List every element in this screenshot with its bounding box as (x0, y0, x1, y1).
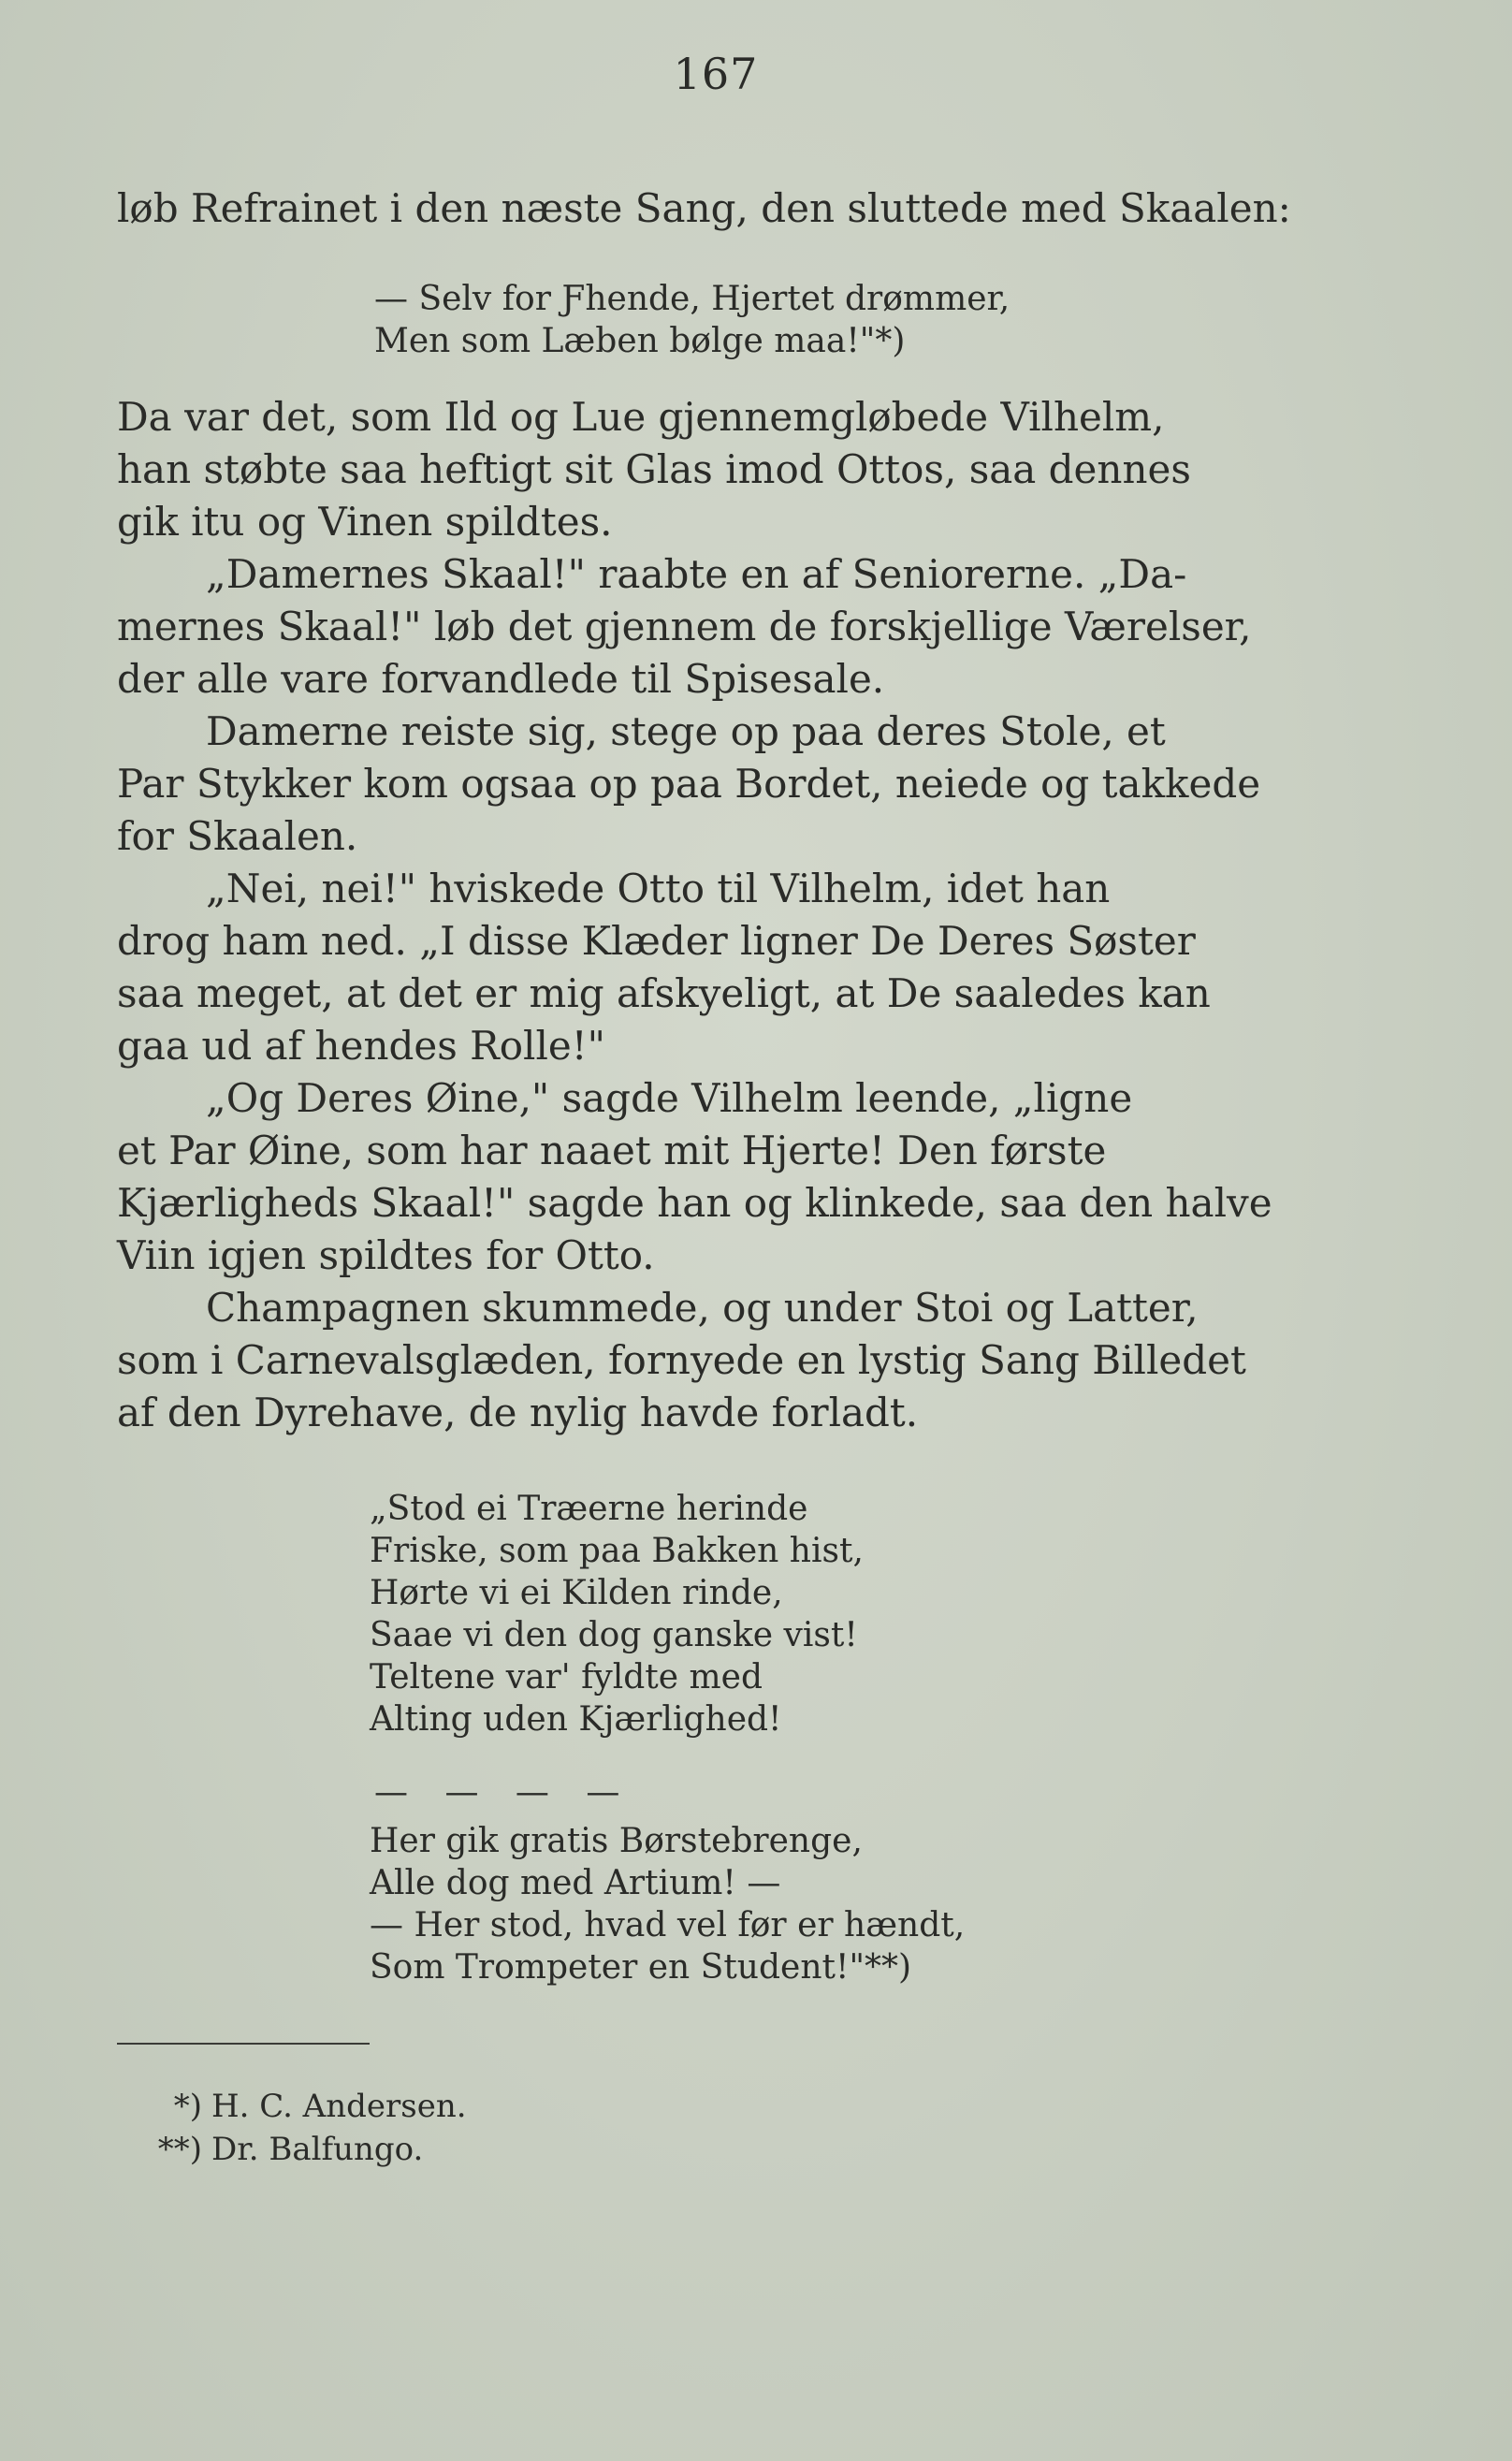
footnote-divider (117, 2043, 370, 2045)
text-line: et Par Øine, som har naaet mit Hjerte! Den første (117, 1128, 1107, 1173)
verse-line: — Selv for Ƒhende, Hjertet drømmer, (374, 280, 1010, 318)
verse-stanza-1 (370, 1488, 864, 1740)
stanza-separator: — — — — (374, 1773, 633, 1812)
verse-line: Hørte vi ei Kilden rinde, (370, 1574, 783, 1612)
text-line: af den Dyrehave, de nylig havde forladt. (117, 1390, 919, 1435)
text-line: gaa ud af hendes Rolle!" (117, 1023, 605, 1069)
text-line: gik itu og Vinen spildtes. (117, 499, 613, 545)
opening-line (117, 182, 1324, 235)
text-line: for Skaalen. (117, 813, 358, 859)
verse-stanza-2 (370, 1820, 965, 1988)
epigraph (374, 278, 1010, 362)
text-line: saa meget, at det er mig afskyeligt, at De saaledes kan (117, 970, 1211, 1016)
verse-line: Alle dog med Artium! — (370, 1864, 781, 1902)
text-line: der alle vare forvandlede til Spisesale. (117, 656, 885, 702)
footnotes (122, 2085, 467, 2171)
verse-line: Friske, som paa Bakken hist, (370, 1532, 864, 1570)
text-line: „Damernes Skaal!" raabte en af Seniorerne. „Da- (206, 551, 1187, 597)
paragraph-5 (117, 1072, 1324, 1282)
paragraph-4 (117, 863, 1324, 1072)
footnote-mark: *) (173, 2088, 202, 2125)
verse-line: Alting uden Kjærlighed! (370, 1700, 782, 1739)
footnote-mark: **) (157, 2131, 202, 2168)
verse-line: — Her stod, hvad vel før er hændt, (370, 1906, 966, 1944)
verse-line: Saae vi den dog ganske vist! (370, 1616, 858, 1654)
text-line: Damerne reiste sig, stege op paa deres Stole, et (206, 708, 1166, 754)
paragraph-2 (117, 548, 1324, 706)
text-line: han støbte saa heftigt sit Glas imod Ottos, saa dennes (117, 446, 1191, 492)
footnote-text: Dr. Balfungo. (211, 2131, 424, 2168)
text-line: Kjærligheds Skaal!" sagde han og klinkede, saa den halve (117, 1180, 1272, 1226)
paragraph-1 (117, 391, 1324, 548)
text-line: løb Refrainet i den næste Sang, den sluttede med Skaalen: (117, 185, 1291, 231)
verse-line: Men som Læben bølge maa!"*) (374, 322, 906, 360)
footnote-text: H. C. Andersen. (211, 2088, 467, 2125)
verse-line: Her gik gratis Børstebrenge, (370, 1822, 863, 1860)
text-line: Par Stykker kom ogsaa op paa Bordet, neiede og takkede (117, 761, 1261, 807)
footnote (122, 2085, 467, 2128)
footnote (122, 2128, 467, 2171)
page-number: 167 (673, 49, 759, 99)
verse-line: Som Trompeter en Student!"**) (370, 1948, 912, 1987)
text-line: „Nei, nei!" hviskede Otto til Vilhelm, idet han (206, 866, 1111, 911)
text-line: „Og Deres Øine," sagde Vilhelm leende, „ligne (206, 1075, 1133, 1121)
paragraph-6 (117, 1282, 1324, 1439)
text-line: Viin igjen spildtes for Otto. (117, 1232, 655, 1278)
text-line: drog ham ned. „I disse Klæder ligner De Deres Søster (117, 918, 1196, 964)
text-line: som i Carnevalsglæden, fornyede en lystig Sang Billedet (117, 1337, 1246, 1383)
paragraph-3 (117, 706, 1324, 863)
verse-line: „Stod ei Træerne herinde (370, 1490, 808, 1528)
text-line: Champagnen skummede, og under Stoi og Latter, (206, 1285, 1199, 1331)
text-line: Da var det, som Ild og Lue gjennemgløbede Vilhelm, (117, 394, 1165, 440)
text-line: mernes Skaal!" løb det gjennem de forskjellige Værelser, (117, 604, 1252, 649)
verse-line: Teltene var' fyldte med (370, 1658, 763, 1696)
